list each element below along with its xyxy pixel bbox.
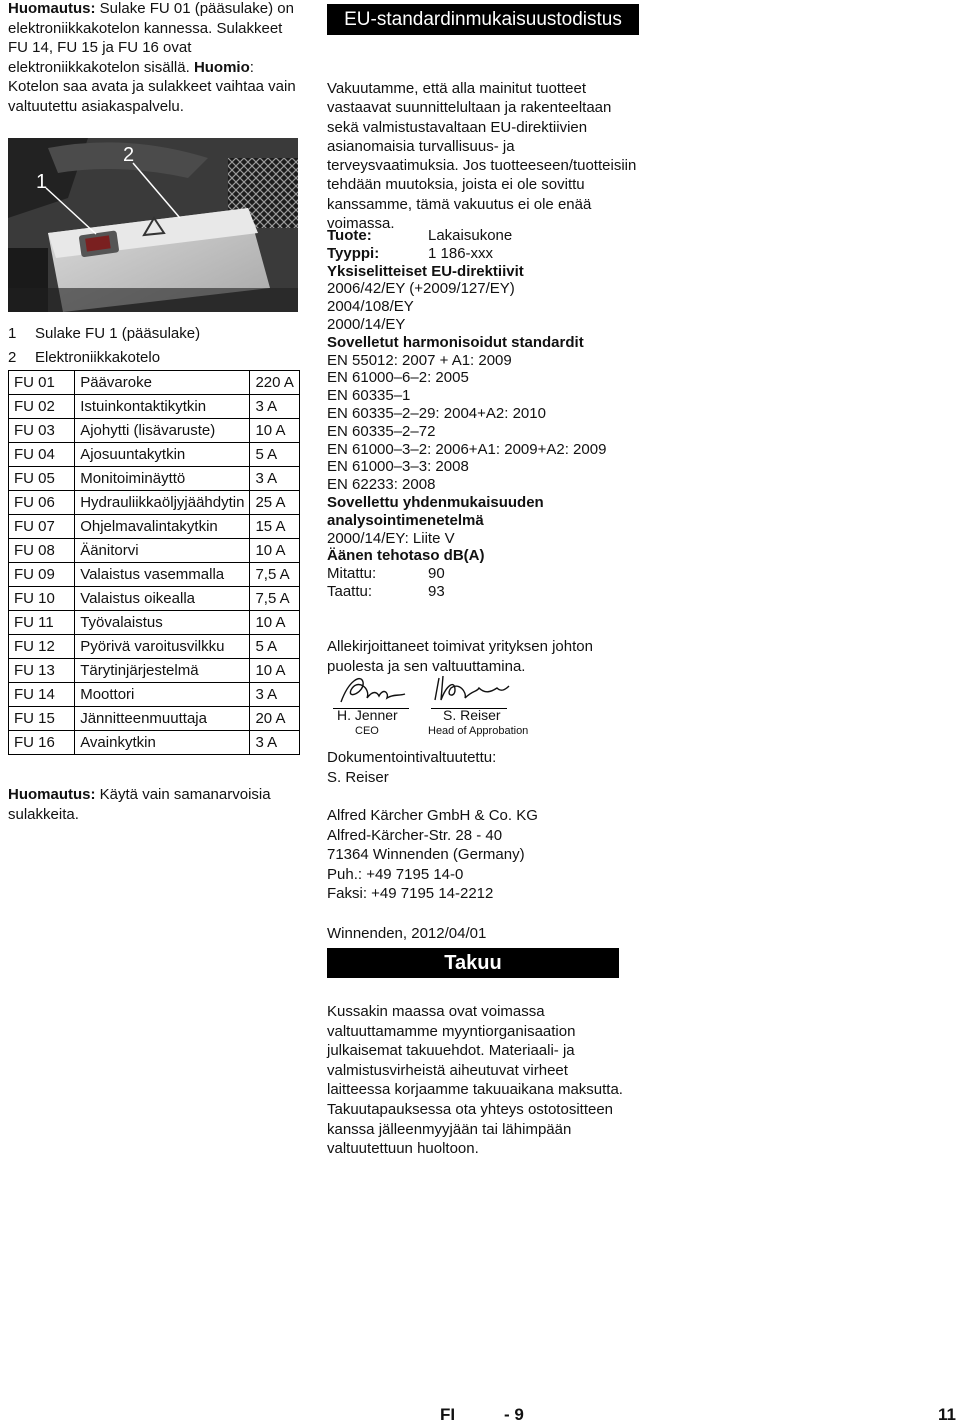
fuse-name: Ajohytti (lisävaruste)	[75, 419, 250, 443]
fuse-row	[9, 371, 300, 395]
fuse-row	[9, 563, 300, 587]
standard-item: EN 60335–1	[327, 387, 411, 405]
fuse-row	[9, 491, 300, 515]
fuse-id: FU 14	[9, 683, 75, 707]
fuse-row	[9, 683, 300, 707]
fuse-name: Ajosuuntakytkin	[75, 443, 250, 467]
fuse-name: Moottori	[75, 683, 250, 707]
address-line: Puh.: +49 7195 14-0	[327, 865, 464, 883]
fuse-rating: 3 A	[250, 395, 300, 419]
fuse-row	[9, 419, 300, 443]
fuse-id: FU 08	[9, 539, 75, 563]
fuse-rating: 7,5 A	[250, 563, 300, 587]
standard-item: EN 61000–6–2: 2005	[327, 369, 469, 387]
product-spec: Tuote: Lakaisukone Tyyppi: 1 186-xxx Yksiselitteiset EU-direktiivit 2006/42/EY (+2009/127/EY) 2004/108/EY 2000/14/EY Sovelletut harmonisoidut standardit EN 55012: 2007 + A1: 2009 EN 61000–6–2: 2005 EN 60335–1 EN 60335–2–29: 2004+A2: 2010 EN 60335–2–72 EN 61000–3–2: 2006+A1: 2009+A2: 2009 EN 61000–3–3: 2008 EN 62233: 2008 Sovellettu yhdenmukaisuuden analysointimenetelmä 2000/14/EY: Liite V Äänen tehotaso dB(A) Mitattu: 90 Taattu: 93	[327, 227, 639, 601]
fuse-id: FU 06	[9, 491, 75, 515]
fuse-id: FU 01	[9, 371, 75, 395]
fuse-id: FU 09	[9, 563, 75, 587]
fuse-row	[9, 707, 300, 731]
fuse-id: FU 12	[9, 635, 75, 659]
fuse-rating: 10 A	[250, 611, 300, 635]
fuse-row	[9, 611, 300, 635]
attention-label: Huomio	[193, 58, 250, 76]
declaration-text: Vakuutamme, että alla mainitut tuotteet vastaavat suunnittelultaan ja rakenteeltaan sekä valmistustavaltaan EU-direktiivien asianomaisia turvallisuus- ja terveysvaatimuksia. Jos tuotteeseen/tuotteisiin tehdään muutoksia, joista ei ole sovittu kanssamme, tämä vakuutus ei ole enää voimassa.	[327, 80, 637, 233]
signer2-name: S. Reiser	[443, 707, 501, 723]
standard-item: EN 55012: 2007 + A1: 2009	[327, 351, 512, 369]
fuse-name: Ohjelmavalintakytkin	[75, 515, 250, 539]
fuse-id: FU 04	[9, 443, 75, 467]
callout-2: 2	[123, 144, 135, 166]
fuse-rating: 220 A	[250, 371, 300, 395]
fuse-box-illustration	[8, 138, 298, 312]
fuse-row	[9, 731, 300, 755]
fuse-name: Tärytinjärjestelmä	[75, 659, 250, 683]
fuse-rating: 10 A	[250, 659, 300, 683]
fuse-rating: 3 A	[250, 683, 300, 707]
address-line: 71364 Winnenden (Germany)	[327, 846, 525, 864]
fuse-id: FU 16	[9, 731, 75, 755]
fuse-table	[8, 370, 300, 755]
fuse-name: Valaistus vasemmalla	[75, 563, 250, 587]
fuse-id: FU 15	[9, 707, 75, 731]
legend-item: 1 Sulake FU 1 (pääsulake)	[8, 325, 201, 342]
note-bottom: Huomautus: Käytä vain samanarvoisia sulakkeita.	[8, 786, 271, 823]
fuse-rating: 5 A	[250, 635, 300, 659]
fuse-row	[9, 515, 300, 539]
directive-item: 2000/14/EY	[327, 315, 406, 333]
legend-item: 2 Elektroniikkakotelo	[8, 349, 161, 366]
warranty-text: Kussakin maassa ovat voimassa valtuuttamamme myyntiorganisaation julkaisemat takuuehdot. Materiaali- ja valmistusvirheistä aiheutuvat virheet laitteessa korjaamme takuuaikana maksutta. Takuutapauksessa ota yhteys ostotositteen kanssa jälleenmyyjään tai lähimpään valtuutettuun huoltoon.	[327, 1003, 623, 1158]
footer-language: FI	[440, 1405, 456, 1424]
fuse-rating: 5 A	[250, 443, 300, 467]
fuse-rating: 3 A	[250, 731, 300, 755]
fuse-name: Valaistus oikealla	[75, 587, 250, 611]
signer1-name: H. Jenner	[337, 707, 398, 723]
fuse-name: Monitoiminäyttö	[75, 467, 250, 491]
fuse-row	[9, 443, 300, 467]
directive-item: 2006/42/EY (+2009/127/EY)	[327, 280, 515, 298]
signature-block	[327, 670, 587, 740]
warranty-heading: Takuu	[327, 948, 619, 978]
standard-item: EN 61000–3–2: 2006+A1: 2009+A2: 2009	[327, 440, 607, 458]
fuse-row	[9, 539, 300, 563]
fuse-id: FU 11	[9, 611, 75, 635]
fuse-id: FU 02	[9, 395, 75, 419]
place-date: Winnenden, 2012/04/01	[327, 925, 487, 942]
fuse-box-photo	[8, 138, 298, 312]
signer1-role: CEO	[355, 725, 379, 737]
standard-item: EN 60335–2–72	[327, 422, 436, 440]
fuse-name: Istuinkontaktikytkin	[75, 395, 250, 419]
fuse-id: FU 05	[9, 467, 75, 491]
address-line: Alfred Kärcher GmbH & Co. KG	[327, 807, 538, 824]
fuse-row	[9, 635, 300, 659]
fuse-row	[9, 467, 300, 491]
fuse-rating: 15 A	[250, 515, 300, 539]
documentation-authorized: Dokumentointivaltuutettu: S. Reiser	[327, 749, 497, 786]
fuse-id: FU 07	[9, 515, 75, 539]
fuse-row	[9, 587, 300, 611]
note-top: Huomautus: Sulake FU 01 (pääsulake) on elektroniikkakotelon kannessa. Sulakkeet FU 14, FU 15 ja FU 16 ovat elektroniikkakotelon sisällä. Huomio: Kotelon saa avata ja sulakkeet vaihtaa vain valtuutettu asiakaspalvelu.	[8, 0, 296, 115]
fuse-rating: 7,5 A	[250, 587, 300, 611]
footer-page-total: 11	[938, 1405, 956, 1424]
fuse-name: Hydrauliikkaöljyjäähdytin	[75, 491, 250, 515]
fuse-row	[9, 395, 300, 419]
fuse-id: FU 03	[9, 419, 75, 443]
figure-legend	[8, 322, 300, 370]
fuse-rating: 10 A	[250, 539, 300, 563]
eu-declaration-heading: EU-standardinmukaisuustodistus	[327, 4, 639, 35]
signers-text: Allekirjoittaneet toimivat yrityksen johton puolesta ja sen valtuuttamina.	[327, 638, 593, 675]
signer2-role: Head of Approbation	[428, 725, 529, 737]
fuse-name: Päävaroke	[75, 371, 250, 395]
fuse-id: FU 13	[9, 659, 75, 683]
callout-1: 1	[36, 171, 48, 193]
directive-item: 2004/108/EY	[327, 298, 414, 316]
fuse-id: FU 10	[9, 587, 75, 611]
fuse-name: Pyörivä varoitusvilkku	[75, 635, 250, 659]
fuse-rating: 25 A	[250, 491, 300, 515]
standard-item: EN 62233: 2008	[327, 476, 436, 494]
fuse-rating: 20 A	[250, 707, 300, 731]
fuse-row	[9, 659, 300, 683]
fuse-rating: 10 A	[250, 419, 300, 443]
footer-page-local: - 9	[504, 1405, 524, 1424]
fuse-rating: 3 A	[250, 467, 300, 491]
standard-item: EN 61000–3–3: 2008	[327, 458, 469, 476]
signatures-icon	[327, 670, 587, 710]
note-label: Huomautus:	[8, 0, 96, 17]
address-line: Alfred-Kärcher-Str. 28 - 40	[327, 826, 503, 844]
fuse-name: Avainkytkin	[75, 731, 250, 755]
fuse-name: Äänitorvi	[75, 539, 250, 563]
standard-item: EN 60335–2–29: 2004+A2: 2010	[327, 404, 546, 422]
directives-list	[327, 280, 639, 333]
address-line: Faksi: +49 7195 14-2212	[327, 885, 494, 903]
standards-list	[327, 352, 639, 494]
fuse-name: Jännitteenmuuttaja	[75, 707, 250, 731]
company-address	[327, 806, 639, 904]
fuse-name: Työvalaistus	[75, 611, 250, 635]
